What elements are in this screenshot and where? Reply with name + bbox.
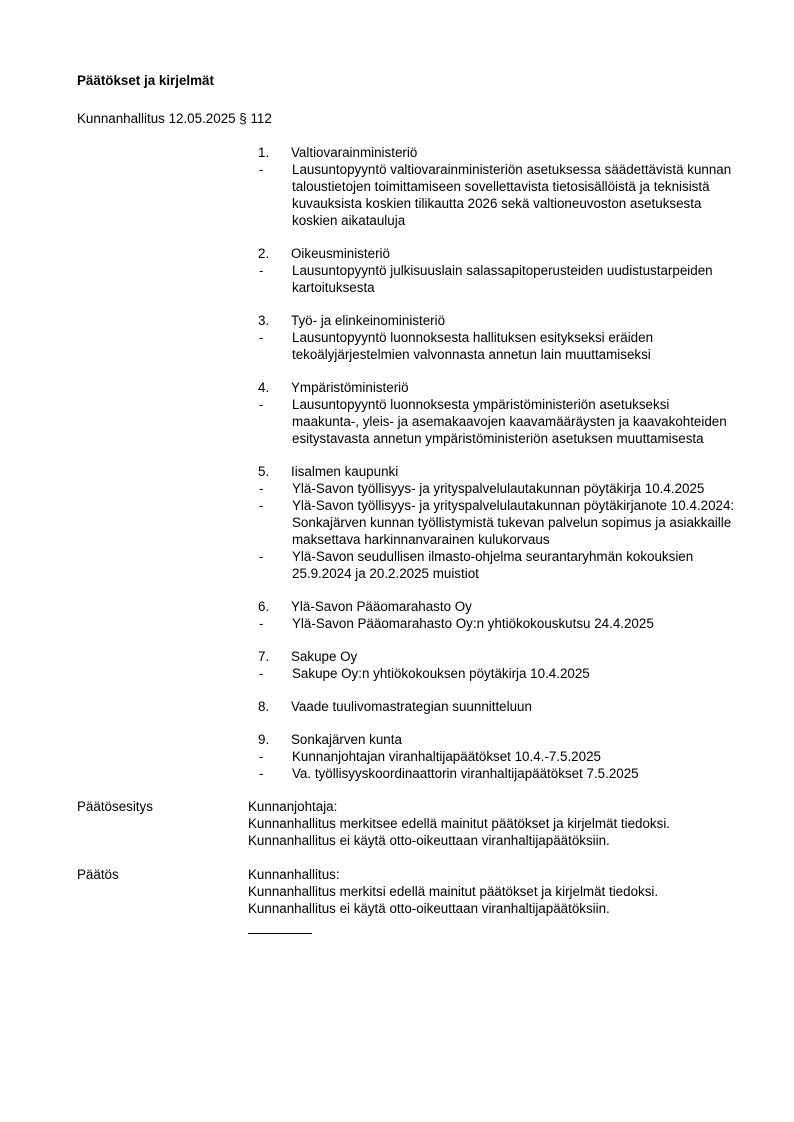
dash-bullet: - [259,549,264,564]
item-number: 5. [258,464,270,479]
document-page [77,72,737,934]
item-number: 8. [258,699,270,714]
list-item [257,698,737,715]
sub-item-text: Lausuntopyyntö julkisuuslain salassapitoperusteiden uudistustarpeiden kartoituksesta [292,263,713,295]
sub-item [257,396,737,447]
list-item-heading [257,312,737,329]
item-number: 7. [258,649,270,664]
decision-label: Päätös [77,867,119,882]
list-item [257,312,737,363]
list-item-heading [257,648,737,665]
sub-item [257,548,737,582]
sub-item-text: Kunnanjohtajan viranhaltijapäätökset 10.4.-7.5.2025 [292,749,601,764]
sub-item-text: Lausuntopyyntö valtiovarainministeriön asetuksessa säädettävistä kunnan taloustietojen toimittamiseen sovellettavista tietosisällöistä ja teknisistä kuvauksista koskien tilikautta 2026 sekä valtioneuvoston asetuksesta koskien aikatauluja [292,162,732,228]
item-number: 2. [258,246,270,261]
item-name: Työ- ja elinkeinoministeriö [291,313,446,328]
meeting-reference: Kunnanhallitus 12.05.2025 § 112 [77,111,272,126]
list-item [257,463,737,582]
list-item-heading [257,245,737,262]
item-name: Sakupe Oy [291,649,358,664]
list-item-heading [257,463,737,480]
list-item-heading [257,144,737,161]
sub-item-text: Sakupe Oy:n yhtiökokouksen pöytäkirja 10.4.2025 [292,666,590,681]
proposal-body [248,798,737,849]
document-title: Päätökset ja kirjelmät [77,73,214,88]
list-item [257,379,737,447]
decision-line: Kunnanhallitus merkitsi edellä mainitut päätökset ja kirjelmät tiedoksi. [248,884,659,899]
proposal-line: Kunnanhallitus merkitsee edellä mainitut päätökset ja kirjelmät tiedoksi. [248,816,671,831]
sub-item [257,665,737,682]
list-item [257,598,737,632]
list-item-heading [257,598,737,615]
sub-item-text: Va. työllisyyskoordinaattorin viranhaltijapäätökset 7.5.2025 [292,766,639,781]
sub-item [257,329,737,363]
proposal-label: Päätösesitys [77,799,153,814]
dash-bullet: - [259,481,264,496]
item-name: Vaade tuulivomastrategian suunnitteluun [291,699,532,714]
item-number: 9. [258,732,270,747]
proposal-line: Kunnanhallitus ei käytä otto-oikeuttaan viranhaltijapäätöksiin. [248,833,610,848]
item-name: Ympäristöministeriö [291,380,409,395]
sub-item [257,748,737,765]
item-number: 6. [258,599,270,614]
proposal-line: Kunnanjohtaja: [248,799,338,814]
sub-item [257,615,737,632]
item-name: Iisalmen kaupunki [291,464,399,479]
sub-item-text: Lausuntopyyntö luonnoksesta ympäristöministeriön asetukseksi maakunta-, yleis- ja asemakaavojen kaavamääräysten ja kaavakohteiden esitystavasta annetun ympäristöministeriön asetuksen muuttamisesta [292,397,727,446]
dash-bullet: - [259,330,264,345]
sub-item [257,765,737,782]
sub-item-text: Ylä-Savon työllisyys- ja yrityspalvelulautakunnan pöytäkirjanote 10.4.2024: Sonkajärven kunnan työllistymistä tukevan palvelun sopimus ja asiakkaille maksettava harkinnanvarainen kulukorvaus [292,498,735,547]
dash-bullet: - [259,397,264,412]
item-name: Valtiovarainministeriö [291,145,418,160]
item-name: Ylä-Savon Pääomarahasto Oy [291,599,472,614]
sub-item [257,480,737,497]
proposal-section [77,798,737,849]
list-item [257,144,737,229]
dash-bullet: - [259,162,264,177]
sub-item-text: Lausuntopyyntö luonnoksesta hallituksen esitykseksi eräiden tekoälyjärjestelmien valvonnasta annetun lain muuttamiseksi [292,330,654,362]
dash-bullet: - [259,666,264,681]
decision-line: Kunnanhallitus: [248,867,340,882]
signature-rule [248,917,312,934]
item-number: 3. [258,313,270,328]
decision-line: Kunnanhallitus ei käytä otto-oikeuttaan viranhaltijapäätöksiin. [248,901,610,916]
decision-section [77,866,737,934]
item-name: Sonkajärven kunta [291,732,402,747]
sub-item [257,262,737,296]
item-name: Oikeusministeriö [291,246,390,261]
decision-body [248,866,737,934]
dash-bullet: - [259,498,264,513]
item-number: 1. [258,145,270,160]
list-item [257,731,737,782]
list-item-heading [257,698,737,715]
decision-item-list [257,144,737,782]
dash-bullet: - [259,263,264,278]
sub-item-text: Ylä-Savon työllisyys- ja yrityspalvelulautakunnan pöytäkirja 10.4.2025 [292,481,705,496]
list-item [257,245,737,296]
dash-bullet: - [259,749,264,764]
sub-item [257,161,737,229]
item-number: 4. [258,380,270,395]
sub-item-text: Ylä-Savon Pääomarahasto Oy:n yhtiökokouskutsu 24.4.2025 [292,616,654,631]
list-item [257,648,737,682]
dash-bullet: - [259,616,264,631]
sub-item-text: Ylä-Savon seudullisen ilmasto-ohjelma seurantaryhmän kokouksien 25.9.2024 ja 20.2.2025 muistiot [292,549,694,581]
list-item-heading [257,731,737,748]
sub-item [257,497,737,548]
list-item-heading [257,379,737,396]
dash-bullet: - [259,766,264,781]
